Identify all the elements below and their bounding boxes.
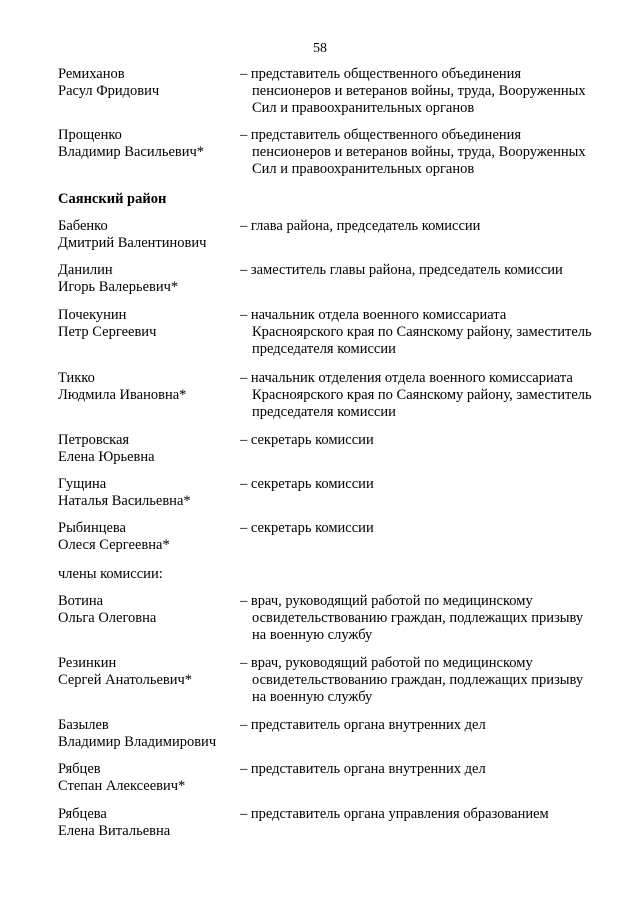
entry-name [58,218,248,252]
role-line: пенсионеров и ветеранов войны, труда, Вооруженных [252,144,586,160]
role-line: – представитель органа внутренних дел [240,717,486,733]
role-line: – врач, руководящий работой по медицинскому [240,593,533,609]
given-names: Степан Алексеевич* [58,778,186,794]
given-names: Ольга Олеговна [58,610,157,626]
role-line: Красноярского края по Саянскому району, заместитель [252,324,592,340]
entry-role [240,593,610,644]
given-names: Людмила Ивановна* [58,387,187,403]
role-line: – секретарь комиссии [240,520,374,536]
entry-name [58,370,248,404]
role-line: – секретарь комиссии [240,432,374,448]
surname: Рябцев [58,761,101,777]
role-line: – представитель органа управления образованием [240,806,549,822]
given-names: Расул Фридович [58,83,160,99]
given-names: Владимир Васильевич* [58,144,205,160]
role-line: – начальник отделения отдела военного комиссариата [240,370,573,386]
surname: Бабенко [58,218,108,234]
role-line: на военную службу [252,689,373,705]
entry-role [240,218,610,235]
role-line: на военную службу [252,627,373,643]
given-names: Петр Сергеевич [58,324,157,340]
surname: Прощенко [58,127,122,143]
role-line: – заместитель главы района, председатель комиссии [240,262,563,278]
entry-name [58,66,248,100]
role-line: – представитель общественного объединения [240,66,522,82]
surname: Гущина [58,476,107,492]
given-names: Дмитрий Валентинович [58,235,207,251]
entry-role [240,66,610,117]
section-heading: Саянский район [58,191,167,207]
role-line: – глава района, председатель комиссии [240,218,481,234]
entry-name [58,476,248,510]
entry-name [58,262,248,296]
role-line: Сил и правоохранительных органов [252,161,475,177]
role-line: – начальник отдела военного комиссариата [240,307,507,323]
role-line: – представитель общественного объединения [240,127,522,143]
entry-role [240,127,610,178]
role-line: председателя комиссии [252,404,396,420]
entry-role [240,370,610,421]
given-names: Олеся Сергеевна* [58,537,170,553]
page-number: 58 [313,41,327,56]
surname: Почекунин [58,307,127,323]
surname: Рябцева [58,806,107,822]
surname: Данилин [58,262,113,278]
entry-role [240,806,610,823]
given-names: Елена Юрьевна [58,449,155,465]
entry-name [58,806,248,840]
role-line: – секретарь комиссии [240,476,374,492]
role-line: освидетельствованию граждан, подлежащих призыву [252,672,584,688]
surname: Вотина [58,593,104,609]
surname: Базылев [58,717,109,733]
role-line: – представитель органа внутренних дел [240,761,486,777]
entry-name [58,655,248,689]
entry-role [240,520,610,537]
entry-name [58,761,248,795]
surname: Резинкин [58,655,117,671]
entry-name [58,593,248,627]
entry-role [240,262,610,279]
entry-name [58,520,248,554]
entry-role [240,476,610,493]
given-names: Наталья Васильевна* [58,493,191,509]
entry-role [240,761,610,778]
surname: Рыбинцева [58,520,126,536]
entry-name [58,432,248,466]
entry-name [58,127,248,161]
members-label: члены комиссии: [58,566,163,582]
entry-name [58,307,248,341]
role-line: Сил и правоохранительных органов [252,100,475,116]
surname: Тикко [58,370,95,386]
given-names: Сергей Анатольевич* [58,672,193,688]
given-names: Владимир Владимирович [58,734,217,750]
entry-role [240,655,610,706]
entry-name [58,717,248,751]
role-line: пенсионеров и ветеранов войны, труда, Вооруженных [252,83,586,99]
role-line: освидетельствованию граждан, подлежащих призыву [252,610,584,626]
entry-role [240,717,610,734]
given-names: Игорь Валерьевич* [58,279,179,295]
role-line: председателя комиссии [252,341,396,357]
given-names: Елена Витальевна [58,823,171,839]
surname: Петровская [58,432,130,448]
surname: Ремиханов [58,66,125,82]
role-line: Красноярского края по Саянскому району, заместитель [252,387,592,403]
role-line: – врач, руководящий работой по медицинскому [240,655,533,671]
entry-role [240,307,610,358]
entry-role [240,432,610,449]
